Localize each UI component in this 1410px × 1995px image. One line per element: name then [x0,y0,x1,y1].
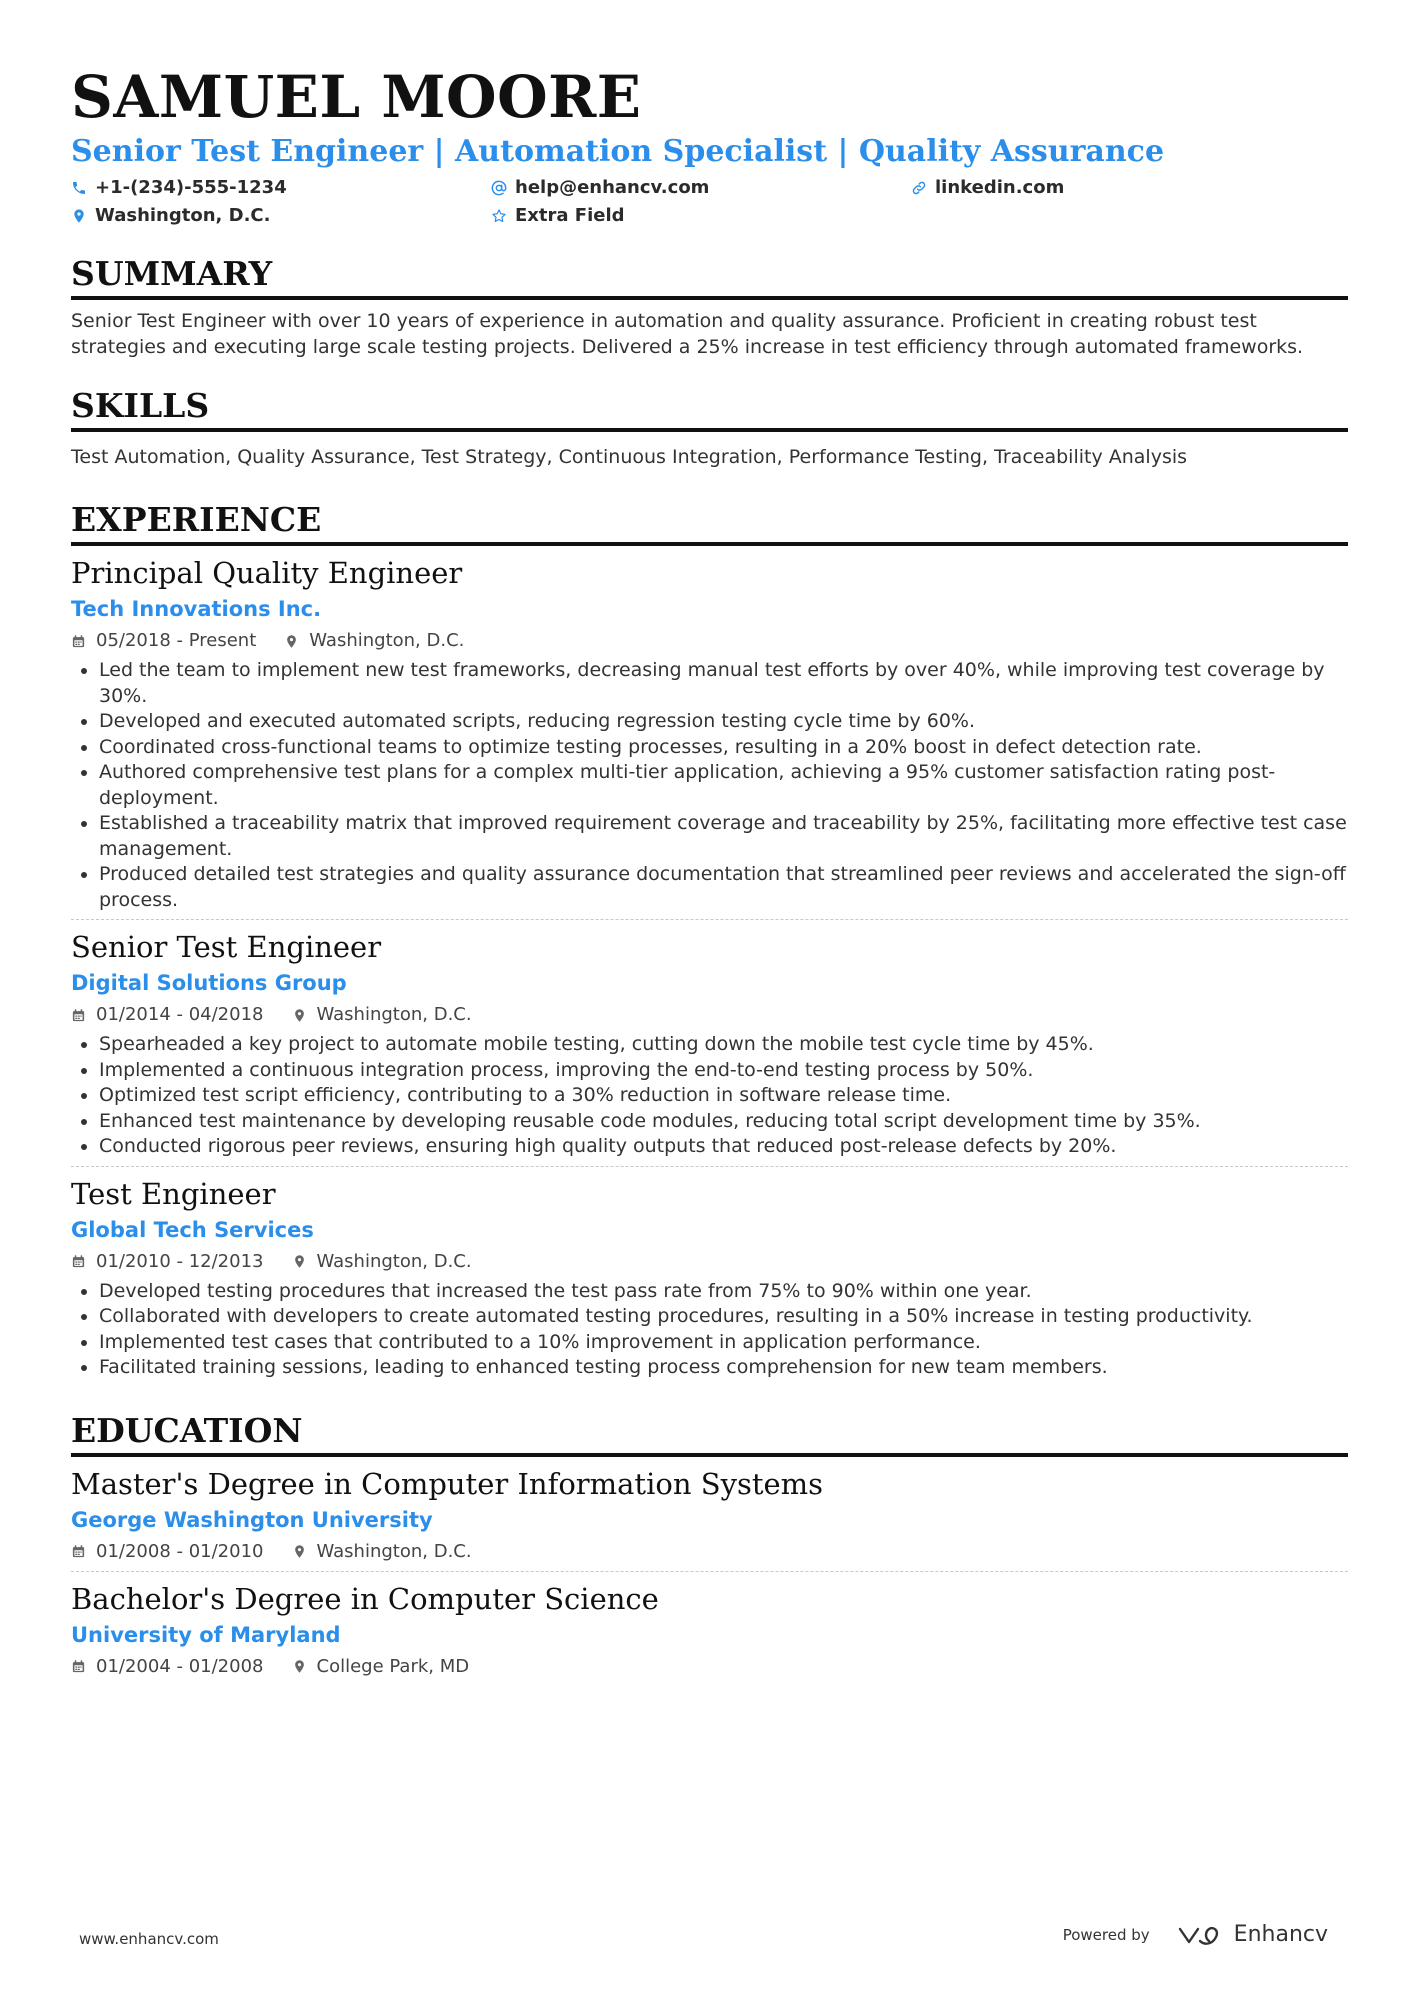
job-dates-text: 01/2010 - 12/2013 [96,1250,264,1272]
headline: Senior Test Engineer | Automation Specialist | Quality Assurance [71,134,1165,169]
job-location-text: Washington, D.C. [316,1004,472,1025]
enhancv-logo-text: Enhancv [1233,1922,1328,1947]
job-title: Principal Quality Engineer [71,556,463,590]
enhancv-logo-icon [1176,1923,1222,1947]
bullet-item: • Developed testing procedures that increased the test pass rate from 75% to 90% within one year. [99,1279,1348,1305]
enhancv-logo[interactable] [1176,1922,1328,1947]
job-location-text: Washington, D.C. [316,1250,472,1272]
job-bullets [71,1279,1348,1381]
bullet-item: • Conducted rigorous peer reviews, ensuring high quality outputs that reduced post-release defects by 20%. [99,1134,1348,1160]
location-pin-icon [71,208,87,224]
skills-section [71,386,1348,470]
bullet-item: • Spearheaded a key project to automate mobile testing, cutting down the mobile test cycle time by 45%. [99,1032,1348,1058]
education-section [71,1411,1348,1686]
education-entry [71,1571,1348,1686]
resume-page [71,62,1348,1686]
footer-branding [1063,1922,1328,1947]
star-icon [491,208,507,224]
contact-linkedin[interactable] [911,176,1211,200]
job-title: Senior Test Engineer [71,930,382,964]
contact-phone[interactable] [71,176,491,200]
job-bullets [71,658,1348,913]
location-pin-icon [292,1008,307,1023]
resume-header [71,62,1348,228]
degree-location-text: Washington, D.C. [316,1540,472,1562]
phone-icon [71,180,87,196]
bullet-item: • Produced detailed test strategies and quality assurance documentation that streamlined peer reviews and accelerated the sign-off process. [99,862,1348,913]
job-bullets [71,1032,1348,1160]
contact-linkedin-text: linkedin.com [935,177,1065,198]
location-pin-icon [292,1254,307,1269]
school-name: George Washington University [71,1507,433,1532]
bullet-item: • Facilitated training sessions, leading to enhanced testing process comprehension for new team members. [99,1355,1348,1381]
job-meta [71,628,1348,654]
skills-title: SKILLS [71,386,1348,432]
contact-location-text: Washington, D.C. [95,205,271,226]
bullet-item: • Developed and executed automated scripts, reducing regression testing cycle time by 60%. [99,709,1348,735]
job-title: Test Engineer [71,1176,276,1211]
bullet-item: • Implemented a continuous integration process, improving the end-to-end testing process by 50%. [99,1058,1348,1084]
at-icon [491,180,507,196]
education-entry [71,1465,1348,1571]
summary-text: Senior Test Engineer with over 10 years of experience in automation and quality assurance. Proficient in creating robust test strategies and executing large scale testing projects. Delivered a 25% increase in test efficiency through automated frameworks. [71,310,1304,358]
location-pin-icon [292,1544,307,1559]
degree-dates [71,1539,264,1565]
bullet-item: • Led the team to implement new test frameworks, decreasing manual test efforts by over 40%, while improving test coverage by 30%. [99,658,1348,709]
contact-extra-field-text: Extra Field [515,205,625,226]
school-name: University of Maryland [71,1622,341,1647]
education-title: EDUCATION [71,1411,1348,1457]
job-dates-text: 05/2018 - Present [96,630,257,651]
degree-meta [71,1539,1348,1565]
summary-title: SUMMARY [71,254,1348,300]
calendar-icon [71,1544,86,1559]
link-icon [911,180,927,196]
job-location-text: Washington, D.C. [309,630,465,651]
calendar-icon [71,1008,86,1023]
experience-entry [71,919,1348,1166]
job-dates [71,1249,264,1275]
calendar-icon [71,1659,86,1674]
degree-dates-text: 01/2008 - 01/2010 [96,1540,264,1562]
contact-extra-field [491,204,911,228]
bullet-item: • Coordinated cross-functional teams to optimize testing processes, resulting in a 20% boost in defect detection rate. [99,735,1348,761]
degree-location [292,1654,470,1680]
contact-email[interactable] [491,176,911,200]
contact-phone-text: +1-(234)-555-1234 [95,177,287,198]
contact-email-text: help@enhancv.com [515,177,710,198]
company-name: Tech Innovations Inc. [71,597,322,621]
job-location [284,628,464,654]
experience-section [71,500,1348,1387]
bullet-item: • Optimized test script efficiency, contributing to a 30% reduction in software release time. [99,1083,1348,1109]
bullet-item: • Implemented test cases that contributed to a 10% improvement in application performance. [99,1330,1348,1356]
job-meta [71,1002,1348,1028]
job-location [292,1249,472,1275]
bullet-item: • Established a traceability matrix that improved requirement coverage and traceability by 25%, facilitating more effective test case management. [99,811,1348,862]
degree-location [292,1539,472,1565]
degree-dates [71,1654,264,1680]
degree-dates-text: 01/2004 - 01/2008 [96,1655,264,1677]
calendar-icon [71,634,86,649]
skills-text: Test Automation, Quality Assurance, Test Strategy, Continuous Integration, Performance Testing, Traceability Analysis [71,446,1188,468]
degree-title: Bachelor's Degree in Computer Science [71,1581,659,1616]
company-name: Digital Solutions Group [71,971,347,995]
job-dates [71,1002,264,1028]
contact-location [71,204,491,228]
job-location [292,1002,472,1028]
degree-location-text: College Park, MD [316,1655,470,1677]
experience-entry [71,1166,1348,1387]
job-dates [71,628,256,654]
contact-list [71,176,1348,228]
degree-meta [71,1654,1348,1680]
degree-title: Master's Degree in Computer Information Systems [71,1466,824,1501]
footer-website-link[interactable]: www.enhancv.com [79,1930,219,1948]
summary-section [71,254,1348,360]
job-meta [71,1249,1348,1275]
experience-title: EXPERIENCE [71,500,1348,546]
experience-entry [71,554,1348,919]
candidate-name: SAMUEL MOORE [71,63,642,131]
calendar-icon [71,1254,86,1269]
powered-by-label: Powered by [1062,1925,1150,1944]
bullet-item: • Enhanced test maintenance by developing reusable code modules, reducing total script development time by 35%. [99,1109,1348,1135]
bullet-item: • Collaborated with developers to create automated testing procedures, resulting in a 50% increase in testing productivity. [99,1304,1348,1330]
bullet-item: • Authored comprehensive test plans for a complex multi-tier application, achieving a 95% customer satisfaction rating post-deployment. [99,760,1348,811]
location-pin-icon [284,634,299,649]
location-pin-icon [292,1659,307,1674]
company-name: Global Tech Services [71,1217,314,1242]
job-dates-text: 01/2014 - 04/2018 [96,1004,264,1025]
